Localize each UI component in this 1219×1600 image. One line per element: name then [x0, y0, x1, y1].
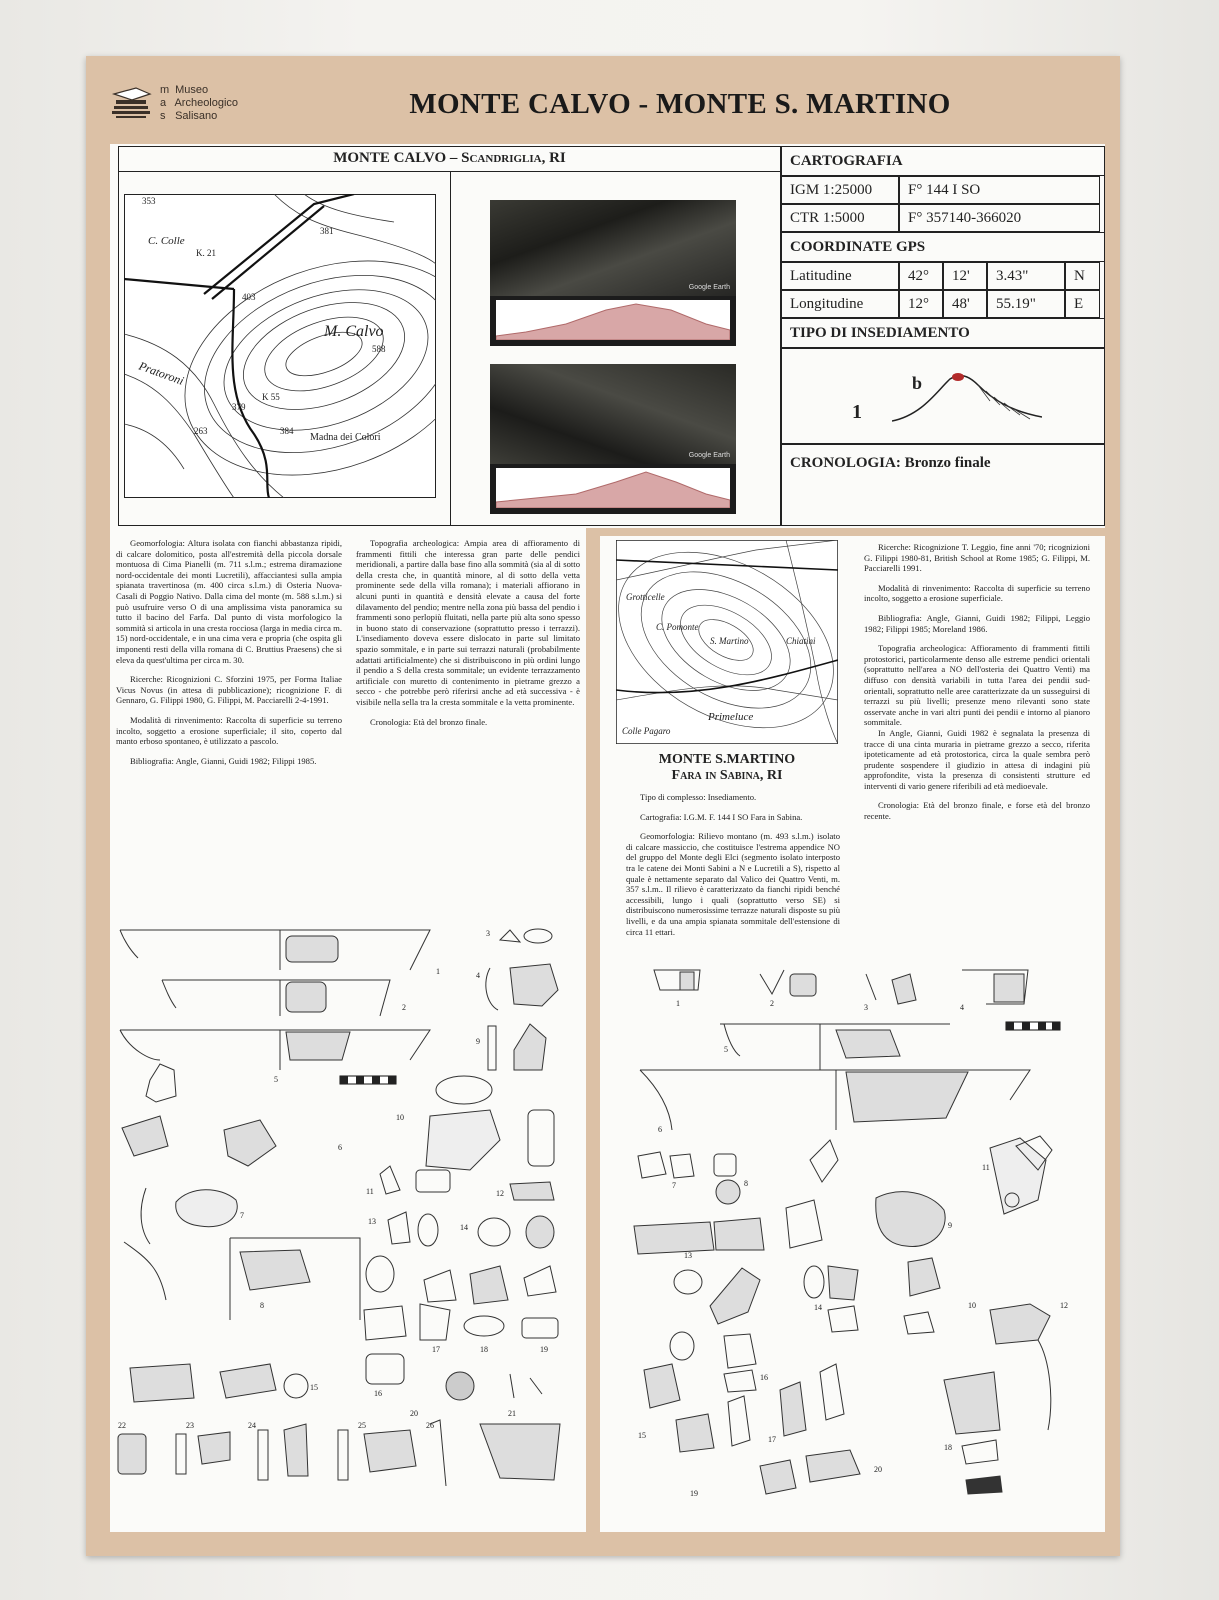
settlement-type-diagram	[781, 348, 1105, 444]
pottery-left-num-2: 2	[402, 1003, 406, 1012]
pottery-right-num-13: 13	[684, 1251, 692, 1260]
map1-label-k21: K. 21	[196, 248, 216, 258]
pottery-right-num-5: 5	[724, 1045, 728, 1054]
settlement-type-title: TIPO DI INSEDIAMENTO	[781, 318, 1105, 348]
pottery-right-num-4: 4	[960, 1003, 964, 1012]
site1-ricerche: Ricerche: Ricognizioni C. Sforzini 1975, per Forma Italiae Vicus Novus (in attesa di pubblicazione); ricognizione F. di Gennaro, G. Filippi 1980, G. Filippi, M. Pacciarelli 2-4-1991.	[116, 674, 342, 706]
pottery-left-num-9: 9	[476, 1037, 480, 1046]
site2-text-column-4	[864, 542, 1090, 831]
site2-title-name: MONTE S.MARTINO	[658, 752, 796, 767]
pottery-left-num-12: 12	[496, 1189, 504, 1198]
ctr-value: F° 357140-366020	[899, 204, 1100, 232]
hill-profile-icon	[892, 371, 1042, 427]
pottery-left-num-8: 8	[260, 1301, 264, 1310]
site1-text-column-2	[356, 538, 580, 736]
site1-geomorfologia: Geomorfologia: Altura isolata con fianchi abbastanza ripidi, di calcare dolomitico, posta all'estremità della piccola dorsale montuosa di Cima Pianelli (m. 711 s.l.m.; estrema diramazione nord-occidentale dei monti Lucretili), affacciantesi sulla ampia spianata travertinosa (m. 400 circa s.l.m.) di Osteria Nuova-Casali di Poggio Nativo. Dalla cima del monte (m. 588 s.l.m.) si può usufruire verso O di una amplissima vista panoramica su tutto il bacino del Farfa. Dal punto di vista morfologico la sommità si articola in una cresta rocciosa (larga in media circa m. 15) nord-occidentale, e in una cima vera e propria (che ospita gli imponenti resti della villa romana di C. Bruttius Praesens) che si eleva da quest'ultima per circa m. 30.	[116, 538, 342, 665]
pottery-right-num-6: 6	[658, 1125, 662, 1134]
pottery-left-num-5: 5	[274, 1075, 278, 1084]
google-earth-label-1: Google Earth	[688, 284, 730, 291]
cartografia-title: CARTOGRAFIA	[781, 146, 1105, 176]
logo-line-archeologico: Archeologico	[174, 97, 239, 109]
pottery-right-num-17: 17	[768, 1435, 776, 1444]
pottery-right-num-12: 12	[1060, 1301, 1068, 1310]
pottery-right-num-10: 10	[968, 1301, 976, 1310]
map2-label-pomonte: C. Pomonte	[656, 622, 699, 632]
site1-header-place: – Scandriglia, RI	[449, 150, 566, 166]
pottery-left-num-19: 19	[540, 1345, 548, 1354]
satellite-view-1	[490, 200, 736, 346]
site1-text-column-1	[116, 538, 342, 775]
site2-title	[616, 752, 838, 784]
latitude-label: Latitudine	[781, 262, 899, 290]
longitude-direction: E	[1065, 290, 1100, 318]
site2-topographic-map	[616, 540, 838, 744]
pottery-right-num-2: 2	[770, 999, 774, 1008]
pottery-left-num-24: 24	[248, 1421, 256, 1430]
pottery-right-num-20: 20	[874, 1465, 882, 1474]
pottery-left-num-13: 13	[368, 1217, 376, 1226]
map2-label-chiatini: Chiatini	[786, 636, 816, 646]
pottery-left-num-1: 1	[436, 967, 440, 976]
site1-bibliografia: Bibliografia: Angle, Gianni, Guidi 1982; Filippi 1985.	[130, 755, 317, 766]
pottery-right-num-11: 11	[982, 1163, 990, 1172]
pottery-left-num-25: 25	[358, 1421, 366, 1430]
pottery-right-num-1: 1	[676, 999, 680, 1008]
pottery-right-num-9: 9	[948, 1221, 952, 1230]
pottery-left-num-18: 18	[480, 1345, 488, 1354]
elevation-profile-2	[496, 468, 730, 508]
map1-label-381: 381	[320, 226, 334, 236]
site1-topographic-map	[124, 194, 436, 498]
pottery-right-num-14: 14	[814, 1303, 822, 1312]
site2-modalita: Modalità di rinvenimento: Raccolta di superficie su terreno incolto, soggetto a erosione superficiale.	[864, 582, 1090, 604]
map1-label-colle: C. Colle	[148, 235, 185, 247]
map1-label-384: 384	[280, 426, 294, 436]
site1-cronologia: Cronologia: Età del bronzo finale.	[370, 716, 488, 727]
map1-label-379: 379	[232, 402, 246, 412]
map1-label-madonna: Madna dei Colori	[310, 432, 381, 443]
pottery-left-num-6: 6	[338, 1143, 342, 1152]
igm-value: F° 144 I SO	[899, 176, 1100, 204]
site2-ricerche: Ricerche: Ricognizione T. Leggio, fine anni '70; ricognizioni G. Filippi 1980-81, British School at Rome 1985; G. Filippi, M. Pacciarelli 1991.	[864, 542, 1090, 574]
pottery-left-num-26: 26	[426, 1421, 434, 1430]
google-earth-label-2: Google Earth	[688, 452, 730, 459]
pottery-left-num-3: 3	[486, 929, 490, 938]
latitude-seconds: 3.43"	[987, 262, 1065, 290]
gps-title: COORDINATE GPS	[781, 232, 1105, 262]
pottery-right-num-16: 16	[760, 1373, 768, 1382]
map1-label-pratoroni: Pratoroni	[136, 358, 186, 388]
site1-topografia: Topografia archeologica: Ampia area di affioramento di frammenti fittili che interessa gran parte delle pendici meridionali, a partire dalla base fino alla sommità (sia al di sotto della cresta che, in quantità minore, al di sotto della vetta prominente sede della villa romana); i materiali affiorano in alcuni punti in quantità e densità elevate a causa del forte dilavamento del pendio; mentre nella zona più bassa del pendio i frammenti sono perlopiù fluitati, nella parte più alta sono spesso in buono stato di conservazione (soprattutto presso i terrazzi). L'insediamento doveva essere dislocato in parte sul limitato spazio sommitale, e in parte sui terrazzi naturali (probabilmente adattati artificialmente) che si distribuiscono in più ordini lungo il pendio a S della cresta sommitale; un evidente terrazzamento artificiale con muretto di contenimento in pietrame grezzo a secco - che potrebbe però riferirsi anche ad età successiva - è visibile nella sella tra la cresta sommitale e la vetta prominente.	[356, 538, 580, 707]
chronology: CRONOLOGIA: Bronzo finale	[781, 444, 1105, 526]
longitude-minutes: 48'	[943, 290, 987, 318]
logo-initial-m: m	[160, 84, 170, 96]
map2-label-smartino: S. Martino	[710, 636, 749, 646]
settlement-type-number: 1	[852, 401, 862, 423]
logo-line-salisano: Salisano	[175, 110, 218, 122]
pottery-left-num-7: 7	[240, 1211, 244, 1220]
site1-header-name: MONTE CALVO	[333, 150, 447, 166]
pottery-right-num-3: 3	[864, 1003, 868, 1012]
museum-logo	[110, 82, 280, 130]
longitude-degrees: 12°	[899, 290, 943, 318]
ctr-label: CTR 1:5000	[781, 204, 899, 232]
pottery-left-num-15: 15	[310, 1383, 318, 1392]
satellite-image-2	[490, 364, 736, 464]
pottery-left-num-21: 21	[508, 1409, 516, 1418]
map2-label-collepagaro: Colle Pagaro	[622, 726, 671, 736]
logo-line-museo: Museo	[175, 84, 209, 96]
pottery-right-num-7: 7	[672, 1181, 676, 1190]
site2-bibliografia: Bibliografia: Angle, Gianni, Guidi 1982; Filippi, Leggio 1982; Filippi 1985; Moreland 1986.	[864, 612, 1090, 634]
board-title: MONTE CALVO - MONTE S. MARTINO	[409, 88, 951, 120]
site2-cartografia: Cartografia: I.G.M. F. 144 I SO Fara in Sabina.	[640, 811, 803, 822]
latitude-minutes: 12'	[943, 262, 987, 290]
map2-label-grotticelle: Grotticelle	[626, 592, 665, 602]
site2-geomorfologia: Geomorfologia: Rilievo montano (m. 493 s.l.m.) isolato di calcare massiccio, che costituisce l'estrema appendice NO del gruppo del Monte degli Elci (segmento isolato interposto tra le catene dei Monti Sabini a N e Lucretili a S), rispetto al quale è nettamente separato dal Valico dei Quattro Venti, m. 357 s.l.m.. Il rilievo è caratterizzato da fianchi ripidi benché accessibili, lungo i quali (soprattutto verso SE) si distribuiscono numerosissime terrazze naturali disposte su più livelli, e da una ampia spianata sommitale dell'estensione di circa 11 ettari.	[626, 831, 840, 937]
pottery-left-num-20: 20	[410, 1409, 418, 1418]
museum-logo-icon	[110, 84, 154, 124]
pottery-left-num-4: 4	[476, 971, 480, 980]
pottery-left-num-10: 10	[396, 1113, 404, 1122]
pottery-left-num-22: 22	[118, 1421, 126, 1430]
pottery-left-num-17: 17	[432, 1345, 440, 1354]
pottery-left-num-14: 14	[460, 1223, 468, 1232]
map1-label-263: 263	[194, 426, 208, 436]
pottery-right-num-8: 8	[744, 1179, 748, 1188]
logo-initial-s: s	[160, 110, 166, 122]
map1-label-588: 588	[372, 344, 386, 354]
igm-label: IGM 1:25000	[781, 176, 899, 204]
site2-pottery-drawings	[610, 960, 1100, 1520]
site2-cinta-muraria: In Angle, Gianni, Guidi 1982 è segnalata la presenza di tracce di una cinta muraria in pietrame grezzo a secco, riferita ipoteticamente ad età protostorica, circa la quale sembra però prudente sospendere il giudizio in attesa di indagini più approfondite, vista la presenza di consistenti strutture ed interventi di vario genere riferibili ad età medioevale.	[864, 727, 1090, 791]
pottery-left-num-16: 16	[374, 1389, 382, 1398]
map1-label-k55: K 55	[262, 392, 280, 402]
latitude-direction: N	[1065, 262, 1100, 290]
longitude-seconds: 55.19"	[987, 290, 1065, 318]
map2-label-primeluce: Primeluce	[708, 711, 754, 723]
pottery-left-num-11: 11	[366, 1187, 374, 1196]
map1-label-353: 353	[142, 196, 156, 206]
satellite-view-2	[490, 364, 736, 514]
pottery-left-num-23: 23	[186, 1421, 194, 1430]
site1-pottery-drawings	[110, 920, 586, 1520]
elevation-profile-1	[496, 300, 730, 340]
site1-modalita: Modalità di rinvenimento: Raccolta di superficie su terreno incolto, soggetto a erosione superficiale; il sito, coperto dal manto erboso spontaneo, è utilizzato a pascolo.	[116, 714, 342, 747]
pottery-right-num-19: 19	[690, 1489, 698, 1498]
site1-divider	[450, 172, 451, 526]
site2-text-column-3	[626, 792, 840, 946]
site2-tipo: Tipo di complesso: Insediamento.	[640, 792, 757, 802]
site1-header	[118, 146, 781, 172]
pottery-right-num-15: 15	[638, 1431, 646, 1440]
pottery-right-num-18: 18	[944, 1443, 952, 1452]
site2-topografia: Topografia archeologica: Affioramento di frammenti fittili protostorici, particolarmente denso alle estreme pendici orientali (soprattutto nell'area a NO dell'osteria dei Quattro Venti) ma diffuso con densità variabili in tutta l'area dei pendii sud-orientali, soprattutto nelle aree caratterizzate da un susseguirsi di terrazzi su più livelli; presenze meno rilevanti sono state osservate anche in vari altri punti dei pendii e intorno al pianoro sommitale.	[864, 643, 1090, 728]
longitude-label: Longitudine	[781, 290, 899, 318]
site2-cronologia: Cronologia: Età del bronzo finale, e forse età del bronzo recente.	[864, 800, 1090, 822]
latitude-degrees: 42°	[899, 262, 943, 290]
settlement-type-letter: b	[912, 373, 923, 393]
satellite-image-1	[490, 200, 736, 296]
site2-title-place: Fara in Sabina, RI	[671, 768, 783, 783]
map1-label-403: 403	[242, 292, 256, 302]
logo-initial-a: a	[160, 97, 167, 109]
map1-label-mcalvo: M. Calvo	[324, 323, 384, 340]
